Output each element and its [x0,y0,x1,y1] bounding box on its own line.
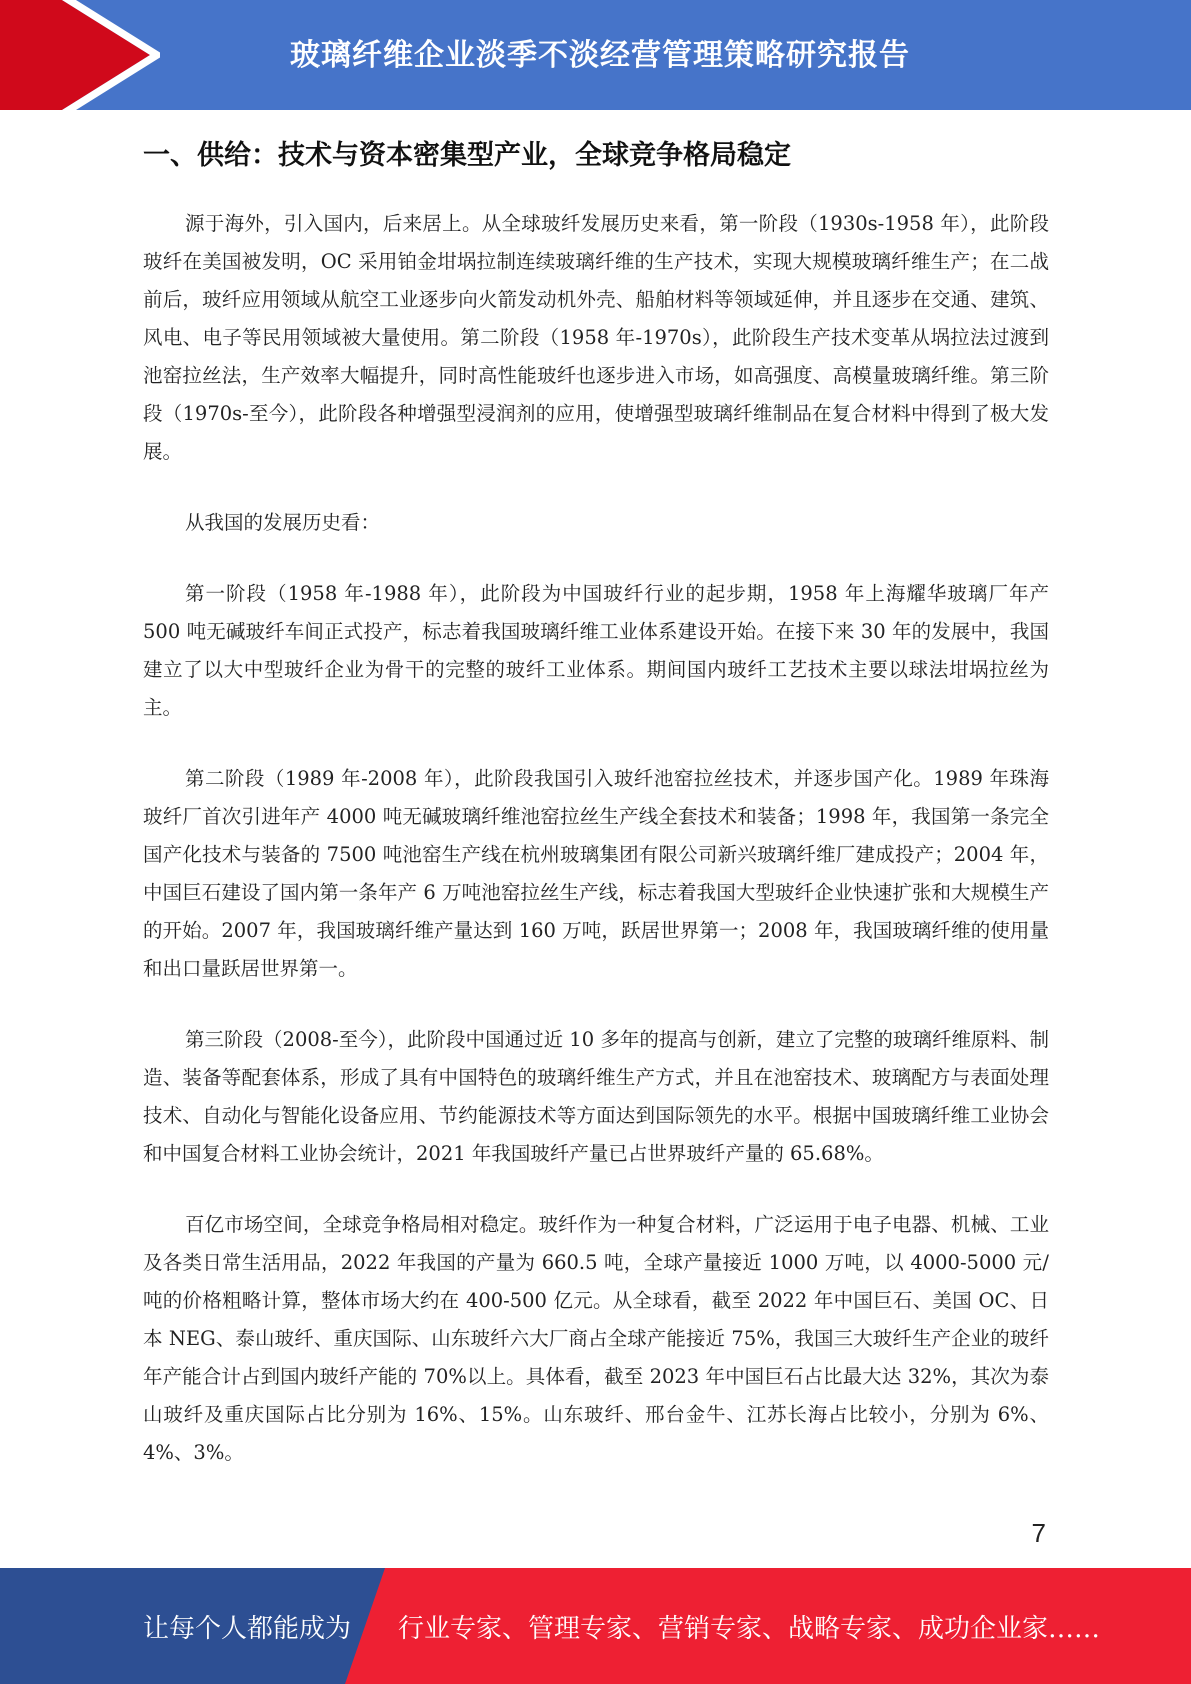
page-number: 7 [1031,1518,1046,1548]
section-heading: 一、供给：技术与资本密集型产业，全球竞争格局稳定 [143,140,791,171]
paragraph-china-intro: 从我国的发展历史看： [185,511,381,534]
header-arrow-icon [0,0,160,110]
article-body [143,205,1049,1505]
paragraph-market-space: 百亿市场空间，全球竞争格局相对稳定。玻纤作为一种复合材料，广泛运用于电子电器、机械、工业及各类日常生活用品，2022 年我国的产量为 660.5 吨，全球产量接近 1000 万吨，以 4000-5000 元/吨的价格粗略计算，整体市场大约在 400-500 亿元。从全球看，截至 2022 年中国巨石、美国 OC、日本 NEG、泰山玻纤、重庆国际、山东玻纤六大厂商占全球产能接近 75%，我国三大玻纤生产企业的玻纤年产能合计占到国内玻纤产能的 70%以上。具体看，截至 2023 年中国巨石占比最大达 32%，其次为泰山玻纤及重庆国际占比分别为 16%、15%。山东玻纤、邢台金牛、江苏长海占比较小，分别为 6%、4%、3%。 [143,1213,1049,1464]
paragraph-stage-two: 第二阶段（1989 年-2008 年），此阶段我国引入玻纤池窑拉丝技术，并逐步国产化。1989 年珠海玻纤厂首次引进年产 4000 吨无碱玻璃纤维池窑拉丝生产线全套技术和装备；1998 年，我国第一条完全国产化技术与装备的 7500 吨池窑生产线在杭州玻璃集团有限公司新兴玻璃纤维厂建成投产；2004 年，中国巨石建设了国内第一条年产 6 万吨池窑拉丝生产线，标志着我国大型玻纤企业快速扩张和大规模生产的开始。2007 年，我国玻璃纤维产量达到 160 万吨，跃居世界第一；2008 年，我国玻璃纤维的使用量和出口量跃居世界第一。 [143,767,1049,980]
report-title: 玻璃纤维企业淡季不淡经营管理策略研究报告 [290,38,910,73]
paragraph-stage-one: 第一阶段（1958 年-1988 年），此阶段为中国玻纤行业的起步期，1958 年上海耀华玻璃厂年产 500 吨无碱玻纤车间正式投产，标志着我国玻璃纤维工业体系建设开始。在接下来 30 年的发展中，我国建立了以大中型玻纤企业为骨干的完整的玻纤工业体系。期间国内玻纤工艺技术主要以球法坩埚拉丝为主。 [143,582,1049,719]
footer-slogan-right: 行业专家、管理专家、营销专家、战略专家、成功企业家…… [398,1614,1101,1644]
paragraph-global-history: 源于海外，引入国内，后来居上。从全球玻纤发展历史来看，第一阶段（1930s-1958 年），此阶段玻纤在美国被发明，OC 采用铂金坩埚拉制连续玻璃纤维的生产技术，实现大规模玻璃纤维生产；在二战前后，玻纤应用领域从航空工业逐步向火箭发动机外壳、船舶材料等领域延伸，并且逐步在交通、建筑、风电、电子等民用领域被大量使用。第二阶段（1958 年-1970s），此阶段生产技术变革从埚拉法过渡到池窑拉丝法，生产效率大幅提升，同时高性能玻纤也逐步进入市场，如高强度、高模量玻璃纤维。第三阶段（1970s-至今），此阶段各种增强型浸润剂的应用，使增强型玻璃纤维制品在复合材料中得到了极大发展。 [143,212,1049,463]
page-footer [0,1568,1191,1684]
page-header [0,0,1191,110]
footer-slogan-left: 让每个人都能成为 [143,1614,352,1644]
paragraph-stage-three: 第三阶段（2008-至今），此阶段中国通过近 10 多年的提高与创新，建立了完整的玻璃纤维原料、制造、装备等配套体系，形成了具有中国特色的玻璃纤维生产方式，并且在池窑技术、玻璃配方与表面处理技术、自动化与智能化设备应用、节约能源技术等方面达到国际领先的水平。根据中国玻璃纤维工业协会和中国复合材料工业协会统计，2021 年我国玻纤产量已占世界玻纤产量的 65.68%。 [143,1028,1049,1165]
